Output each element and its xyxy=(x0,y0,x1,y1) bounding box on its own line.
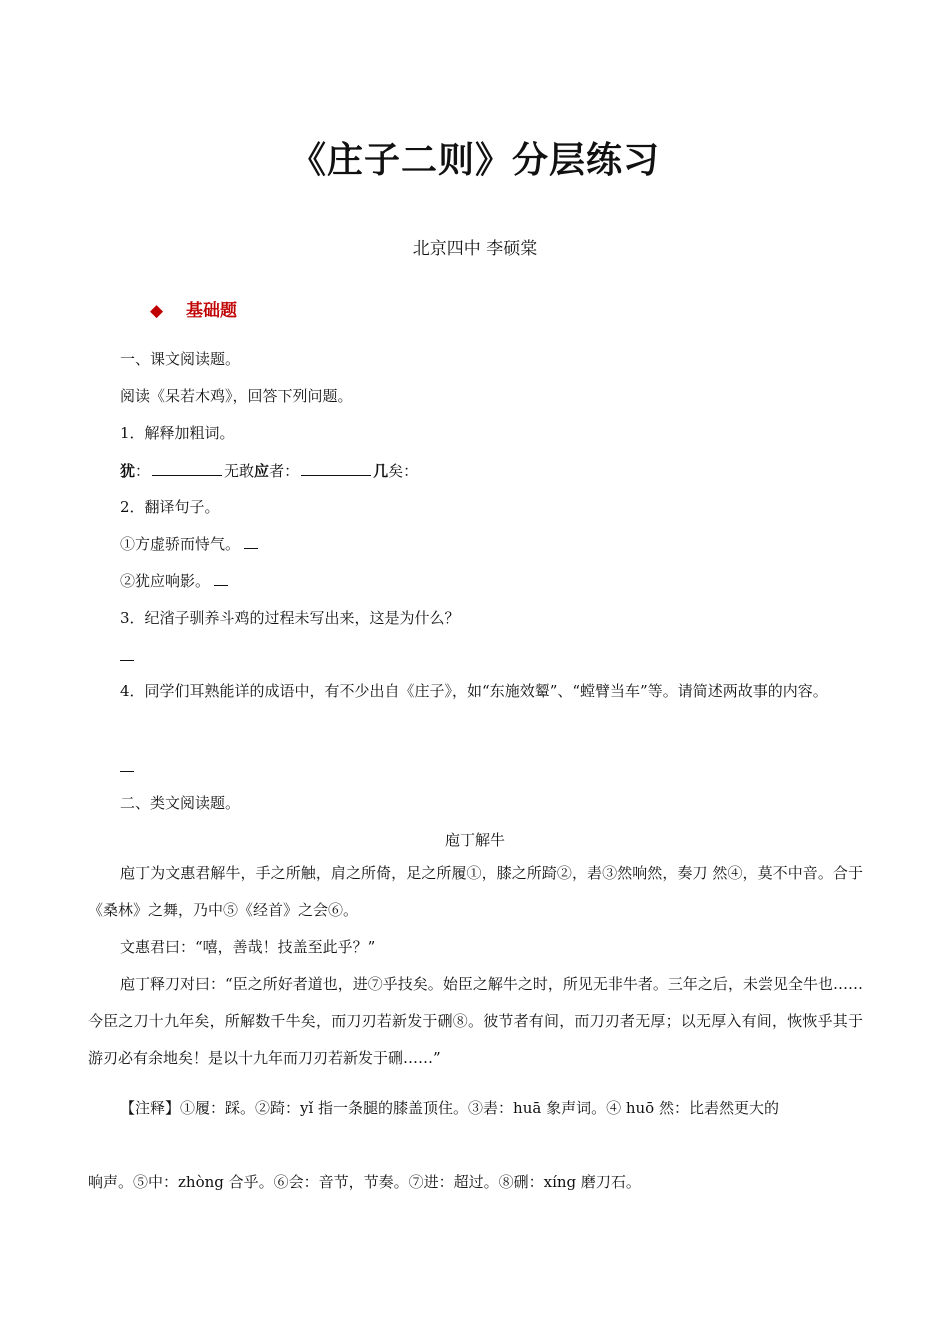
document-title: 《庄子二则》分层练习 xyxy=(289,140,660,181)
question-4: 4．同学们耳熟能详的成语中，有不少出自《庄子》，如“东施效颦”、“螳臂当车”等。请简述两故事的内容。 xyxy=(120,682,828,700)
text-zhe: 者： xyxy=(269,462,300,480)
answer-blank-2a[interactable] xyxy=(244,534,258,549)
answer-blank-4[interactable] xyxy=(120,771,134,772)
section-heading-basic xyxy=(150,296,237,321)
colon: ： xyxy=(135,462,151,480)
text-yi: 矣： xyxy=(388,462,419,480)
bold-word-ying: 应 xyxy=(254,462,270,480)
answer-blank-2b[interactable] xyxy=(214,571,228,586)
annotation-line-1: 【注释】①履：踩。②踦：yǐ 指一条腿的膝盖顶住。③砉：huā 象声词。④ huō 然：比砉然更大的 xyxy=(120,1099,779,1117)
passage-title: 庖丁解牛 xyxy=(444,831,505,849)
part1-heading: 一、课文阅读题。 xyxy=(120,350,241,368)
bold-word-you: 犹 xyxy=(120,462,136,480)
part1-intro: 阅读《呆若木鸡》，回答下列问题。 xyxy=(120,387,353,405)
question-3: 3．纪渻子驯养斗鸡的过程未写出来，这是为什么？ xyxy=(120,609,460,627)
bold-word-ji: 几 xyxy=(373,462,389,480)
answer-blank-1[interactable] xyxy=(152,461,222,476)
author-line: 北京四中 李硕棠 xyxy=(412,239,538,259)
answer-blank-2[interactable] xyxy=(301,461,371,476)
passage-paragraph-1: 庖丁为文惠君解牛，手之所触，肩之所倚，足之所履①，膝之所踦②，砉③然响然，奏刀 然④，莫不中音。合于《桑林》之舞，乃中⑤《经首》之会⑥。 xyxy=(88,864,863,919)
annotation-line-2: 响声。⑤中：zhòng 合乎。⑥会：音节，节奏。⑦进：超过。⑧硎：xíng 磨刀石。 xyxy=(88,1173,641,1191)
text-wugan: 无敢 xyxy=(224,462,255,480)
passage-paragraph-3: 庖丁释刀对曰：“臣之所好者道也，进⑦乎技矣。始臣之解牛之时，所见无非牛者。三年之后，未尝见全牛也……今臣之刀十九年矣，所解数千牛矣，而刀刃若新发于硎⑧。彼节者有间，而刀刃者无厚；以无厚入有间，恢恢乎其于游刃必有余地矣！是以十九年而刀刃若新发于硎……” xyxy=(88,975,863,1067)
diamond-icon: ◆ xyxy=(150,301,164,321)
question-2a-text: ①方虚骄而恃气。 xyxy=(120,535,241,553)
passage-paragraph-2: 文惠君曰：“嘻，善哉！技盖至此乎？” xyxy=(120,938,376,956)
question-2: 2．翻译句子。 xyxy=(120,498,220,516)
section-label: 基础题 xyxy=(186,301,237,321)
answer-blank-3[interactable] xyxy=(120,660,134,661)
question-1: 1．解释加粗词。 xyxy=(120,424,235,442)
question-2b xyxy=(120,570,228,591)
question-1-items xyxy=(120,460,418,481)
question-2a xyxy=(120,533,258,554)
part2-heading: 二、类文阅读题。 xyxy=(120,794,241,812)
question-2b-text: ②犹应响影。 xyxy=(120,572,211,590)
